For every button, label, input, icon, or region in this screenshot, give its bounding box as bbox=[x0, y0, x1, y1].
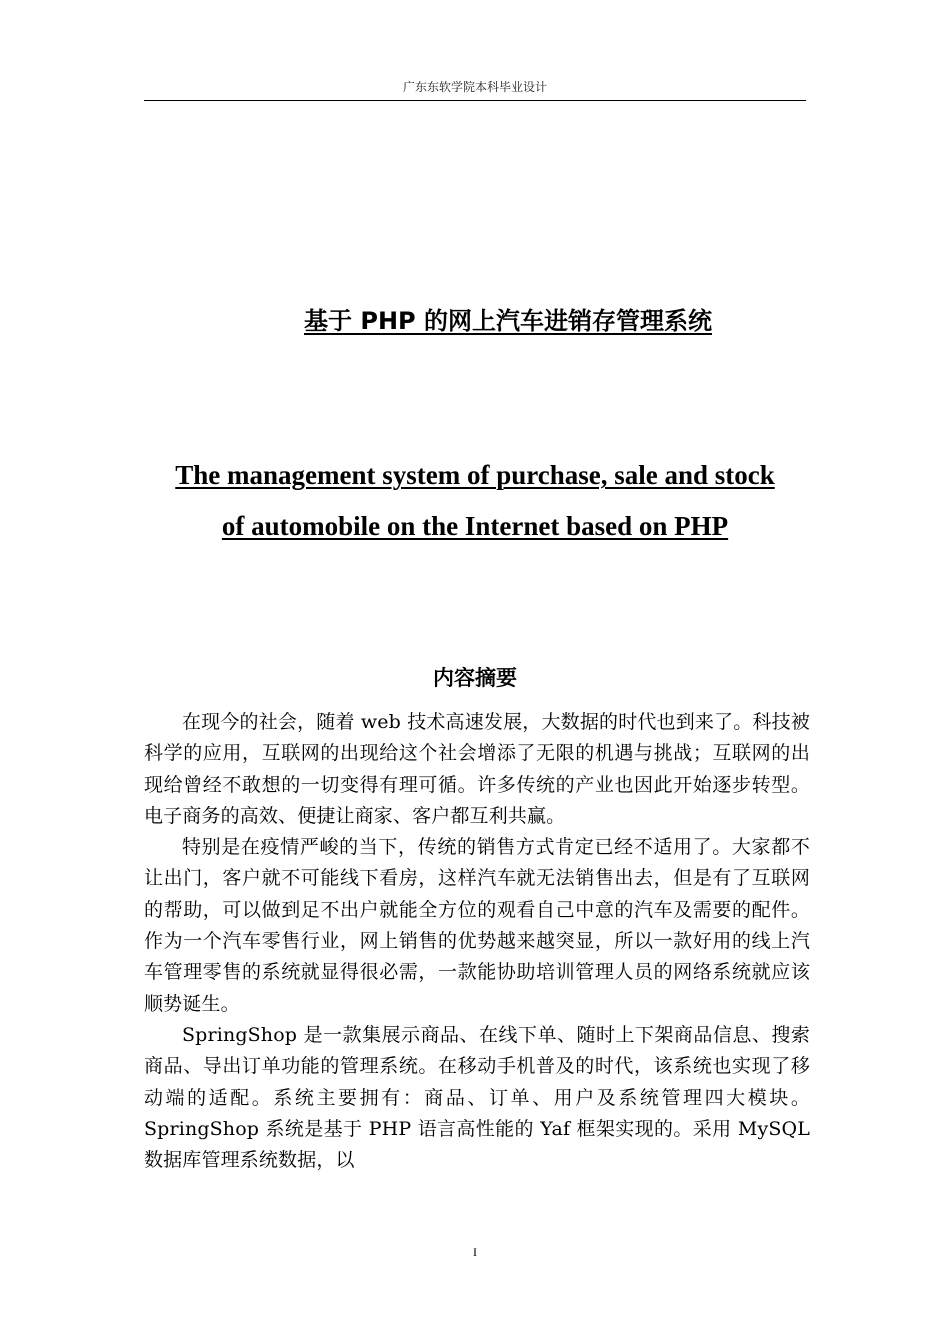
abstract-heading: 内容摘要 bbox=[433, 666, 517, 690]
thesis-title-english bbox=[144, 450, 806, 552]
abstract-body bbox=[144, 707, 810, 1176]
thesis-title-chinese: 基于 PHP 的网上汽车进销存管理系统 bbox=[304, 307, 712, 335]
abstract-paragraph-1: 在现今的社会，随着 web 技术高速发展，大数据的时代也到来了。科技被科学的应用，互联网的出现给这个社会增添了无限的机遇与挑战；互联网的出现给曾经不敢想的一切变得有理可循。许多传统的产业也因此开始逐步转型。电子商务的高效、便捷让商家、客户都互利共赢。 bbox=[144, 711, 810, 827]
thesis-title-english-line-2: of automobile on the Internet based on PHP bbox=[221, 511, 729, 541]
abstract-paragraph-3: SpringShop 是一款集展示商品、在线下单、随时上下架商品信息、搜索商品、导出订单功能的管理系统。在移动手机普及的时代，该系统也实现了移动端的适配。系统主要拥有：商品、订单、用户及系统管理四大模块。SpringShop 系统是基于 PHP 语言高性能的 Yaf 框架实现的。采用 MySQL 数据库管理系统数据，以 bbox=[144, 1023, 810, 1172]
page-number: I bbox=[473, 1245, 477, 1259]
abstract-paragraph-2: 特别是在疫情严峻的当下，传统的销售方式肯定已经不适用了。大家都不让出门，客户就不可能线下看房，这样汽车就无法销售出去，但是有了互联网的帮助，可以做到足不出户就能全方位的观看自己中意的汽车及需要的配件。作为一个汽车零售行业，网上销售的优势越来越突显，所以一款好用的线上汽车管理零售的系统就显得很必需，一款能协助培训管理人员的网络系统就应该顺势诞生。 bbox=[144, 836, 810, 1015]
header-rule bbox=[144, 100, 806, 101]
thesis-title-english-line-1: The management system of purchase, sale and stock bbox=[175, 460, 775, 490]
page-header: 广东东软学院本科毕业设计 bbox=[402, 80, 547, 94]
